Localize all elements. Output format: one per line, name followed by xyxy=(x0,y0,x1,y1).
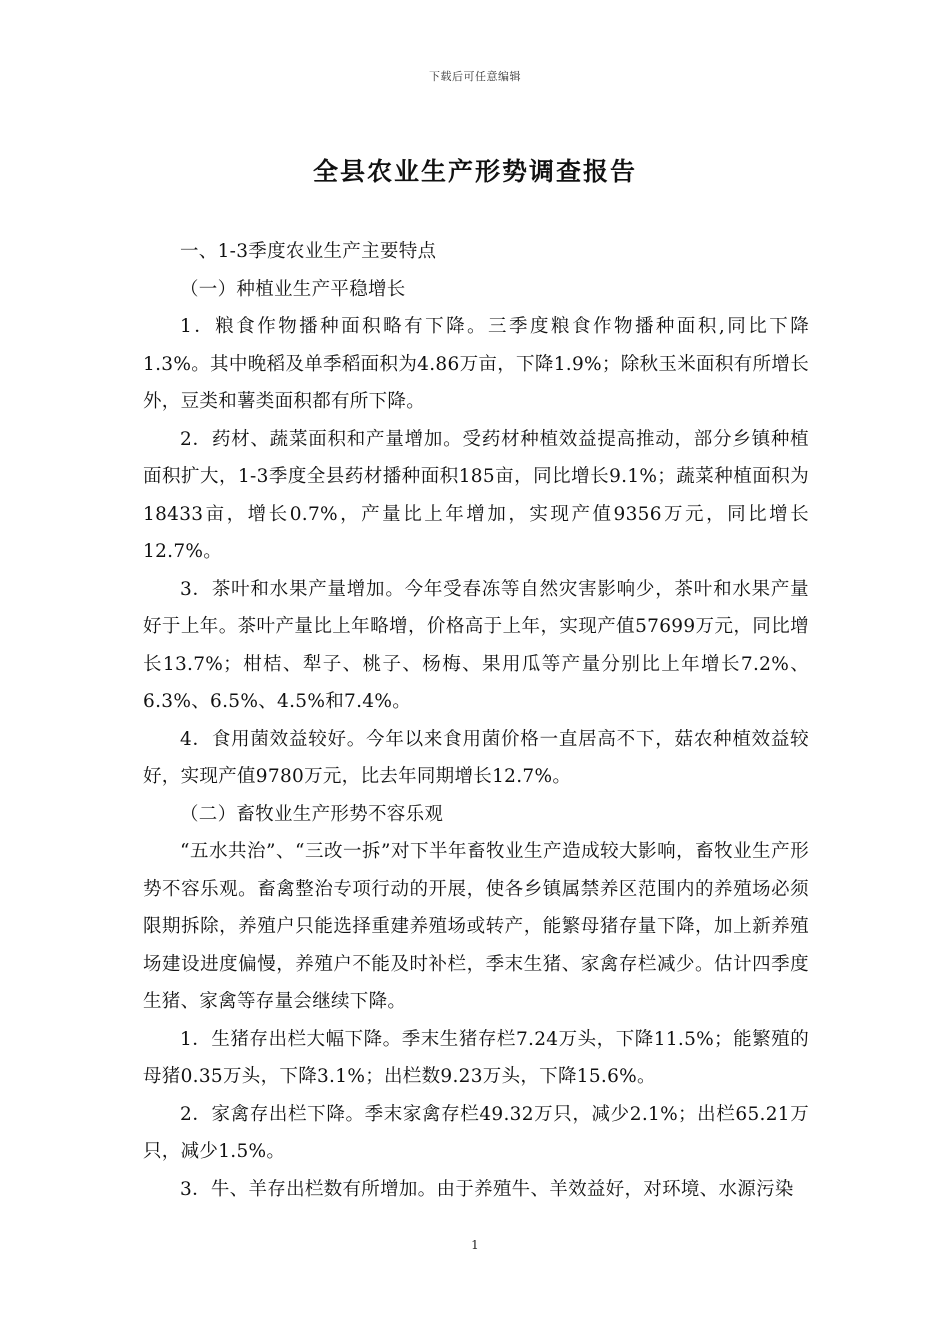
paragraph-tea-fruit: 3．茶叶和水果产量增加。今年受春冻等自然灾害影响少，茶叶和水果产量好于上年。茶叶产量比上年略增，价格高于上年，实现产值57699万元，同比增长13.7%；柑桔、犁子、桃子、杨梅、果用瓜等产量分别比上年增长7.2%、6.3%、6.5%、4.5%和7.4%。 xyxy=(143,578,809,712)
paragraph-livestock-overview: “五水共治”、“三改一拆”对下半年畜牧业生产造成较大影响，畜牧业生产形势不容乐观。畜禽整治专项行动的开展，使各乡镇属禁养区范围内的养殖场必须限期拆除，养殖户只能选择重建养殖场或转产，能繁母猪存量下降，加上新养殖场建设进度偏慢，养殖户不能及时补栏，季末生猪、家禽存栏减少。估计四季度生猪、家禽等存量会继续下降。 xyxy=(143,841,809,1012)
section-heading-1: 一、1-3季度农业生产主要特点 xyxy=(180,241,437,262)
page-number: 1 xyxy=(471,1238,479,1252)
subsection-heading-planting: （一）种植业生产平稳增长 xyxy=(180,278,406,300)
paragraph-herbs-vegetables: 2．药材、蔬菜面积和产量增加。受药材种植效益提高推动，部分乡镇种植面积扩大，1-3季度全县药材播种面积185亩，同比增长9.1%；蔬菜种植面积为18433亩，增长0.7%，产量比上年增加，实现产值9356万元，同比增长12.7%。 xyxy=(143,428,809,562)
paragraph-cattle-sheep: 3．牛、羊存出栏数有所增加。由于养殖牛、羊效益好，对环境、水源污染 xyxy=(180,1178,794,1200)
paragraph-grain: 1．粮食作物播种面积略有下降。三季度粮食作物播种面积,同比下降1.3%。其中晚稻及单季稻面积为4.86万亩，下降1.9%；除秋玉米面积有所增长外，豆类和薯类面积都有所下降。 xyxy=(143,316,809,412)
subsection-heading-livestock: （二）畜牧业生产形势不容乐观 xyxy=(180,803,444,825)
paragraph-fungi: 4．食用菌效益较好。今年以来食用菌价格一直居高不下，菇农种植效益较好，实现产值9780万元，比去年同期增长12.7%。 xyxy=(143,728,809,787)
document-body xyxy=(143,233,809,1208)
paragraph-pigs: 1．生猪存出栏大幅下降。季末生猪存栏7.24万头，下降11.5%；能繁殖的母猪0.35万头，下降3.1%；出栏数9.23万头，下降15.6%。 xyxy=(143,1028,809,1087)
header-note: 下载后可任意编辑 xyxy=(429,70,521,83)
paragraph-poultry: 2．家禽存出栏下降。季末家禽存栏49.32万只，减少2.1%；出栏65.21万只，减少1.5%。 xyxy=(143,1103,809,1162)
document-title: 全县农业生产形势调查报告 xyxy=(312,157,637,186)
